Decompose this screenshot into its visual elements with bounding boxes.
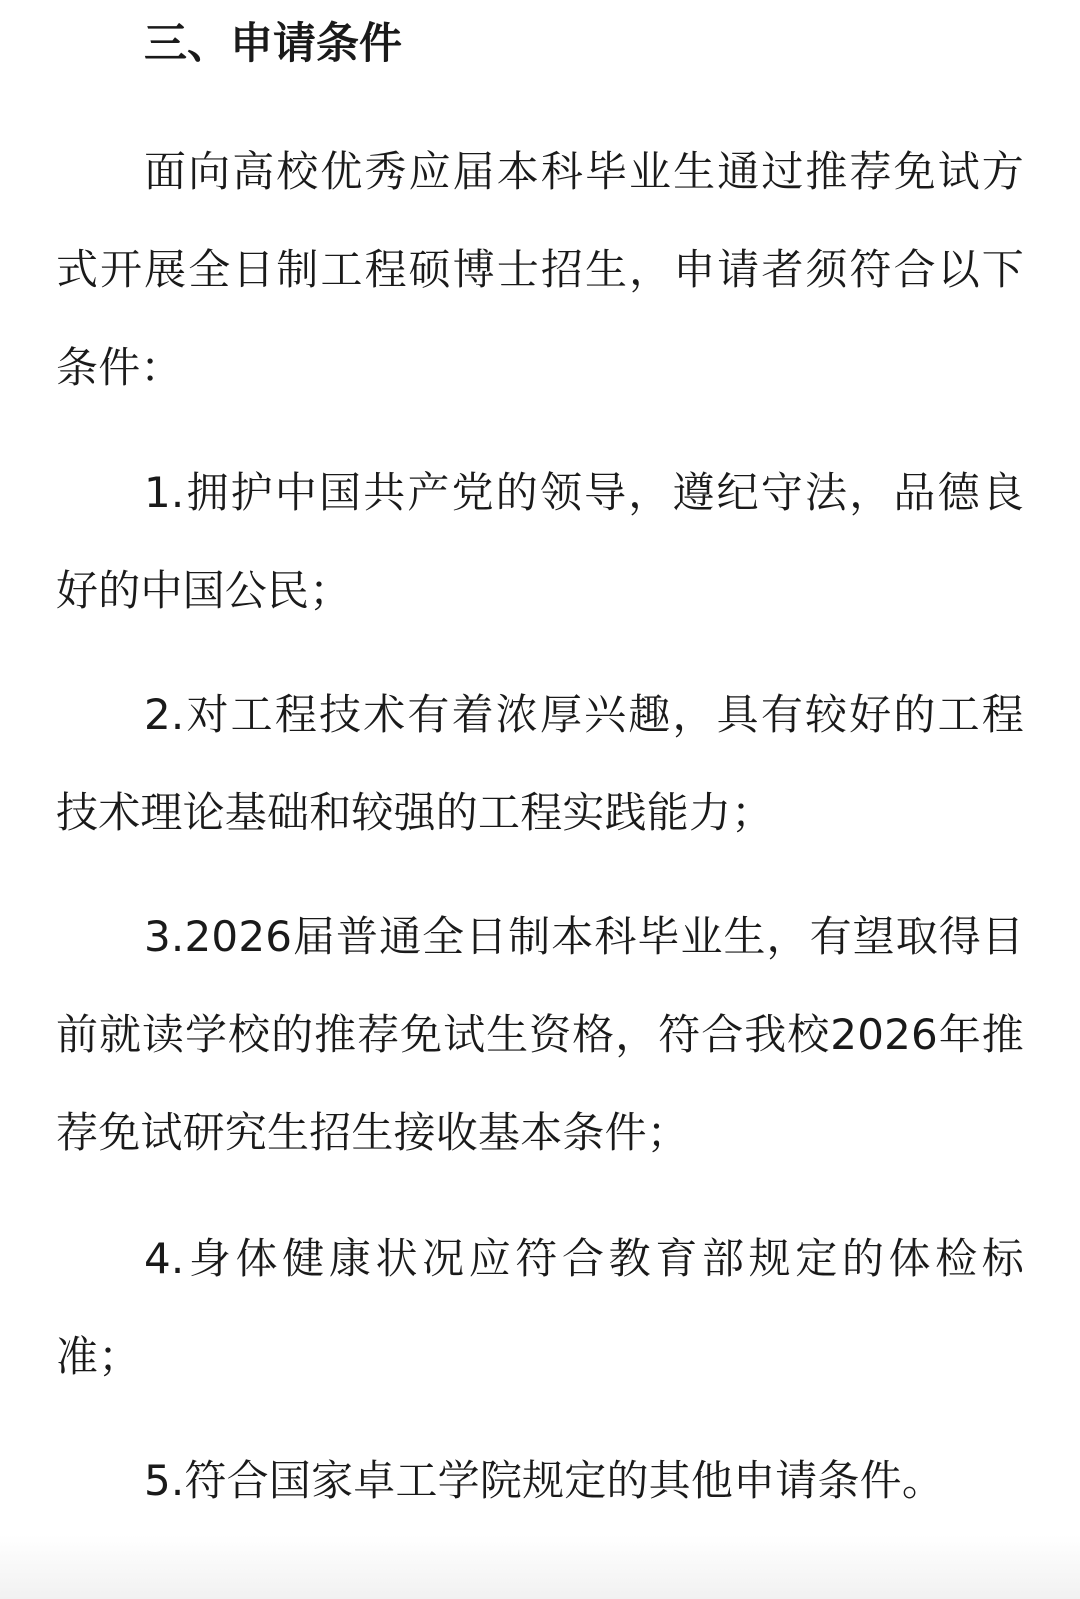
intro-paragraph: 面向高校优秀应届本科毕业生通过推荐免试方式开展全日制工程硕博士招生，申请者须符合以下条件： <box>56 147 1024 392</box>
bottom-fade-overlay <box>0 1535 1080 1599</box>
condition-item-3: 3.2026届普通全日制本科毕业生，有望取得目前就读学校的推荐免试生资格，符合我校2026年推荐免试研究生招生接收基本条件； <box>56 912 1024 1157</box>
section-heading: 三、申请条件 <box>144 19 402 69</box>
condition-item-4: 4.身体健康状况应符合教育部规定的体检标准； <box>56 1234 1024 1381</box>
condition-item-5: 5.符合国家卓工学院规定的其他申请条件。 <box>144 1456 945 1505</box>
condition-item-2: 2.对工程技术有着浓厚兴趣，具有较好的工程技术理论基础和较强的工程实践能力； <box>56 690 1024 837</box>
condition-item-1: 1.拥护中国共产党的领导，遵纪守法，品德良好的中国公民； <box>56 468 1024 615</box>
